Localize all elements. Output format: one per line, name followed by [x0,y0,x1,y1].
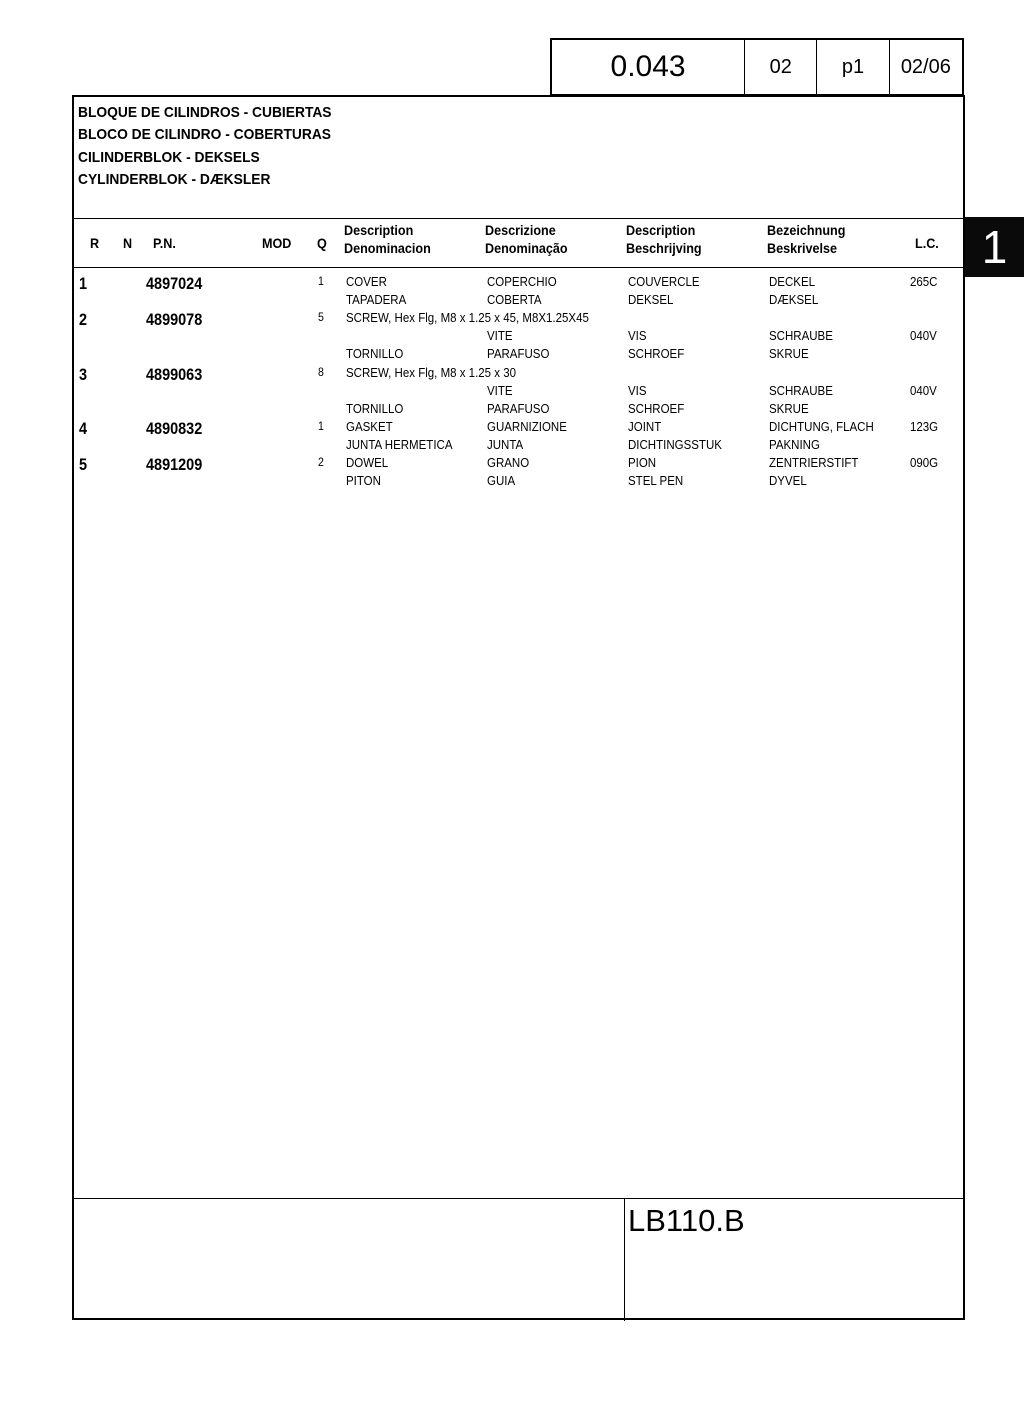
desc-pt: PARAFUSO [487,402,550,416]
desc-de: SCHRAUBE [769,329,833,343]
footer-code: LB110.B [628,1203,745,1238]
desc-spec: SCREW, Hex Flg, M8 x 1.25 x 45, M8X1.25X45 [346,311,589,325]
desc-es: TORNILLO [346,347,404,361]
desc-it: VITE [487,329,513,343]
desc-fr: JOINT [628,420,662,434]
title-pt: BLOCO DE CILINDRO - COBERTURAS [78,126,331,144]
desc-es: JUNTA HERMETICA [346,438,453,452]
title-block [78,102,354,191]
divider [74,218,963,219]
desc-de: DECKEL [769,275,816,289]
revision: 02 [745,40,817,94]
desc-it: GRANO [487,456,530,470]
desc-en: GASKET [346,420,393,434]
row-ref: 1 [79,274,88,293]
quantity: 1 [318,421,324,433]
title-es: BLOQUE DE CILINDROS - CUBIERTAS [78,104,332,121]
col-desc1-b: Denominacion [344,240,431,256]
row-ref: 3 [79,365,88,384]
desc-fr: COUVERCLE [628,275,700,289]
col-desc1-a: Description [344,222,414,238]
desc-pt: GUIA [487,474,516,488]
section-tab: 1 [965,217,1024,277]
part-number: 4890832 [146,419,203,438]
desc-nl: DICHTINGSSTUK [628,438,722,452]
title-da: CYLINDERBLOK - DÆKSLER [78,170,271,188]
desc-pt: COBERTA [487,293,542,307]
col-pn: P.N. [153,235,176,251]
desc-fr: VIS [628,384,647,398]
desc-de: ZENTRIERSTIFT [769,456,859,470]
quantity: 5 [318,312,324,324]
desc-da: SKRUE [769,347,809,361]
desc-es: PITON [346,474,381,488]
lc-code: 040V [910,384,937,398]
col-mod: MOD [262,235,292,251]
row-ref: 2 [79,310,88,329]
desc-it: COPERCHIO [487,275,557,289]
header-box [550,38,964,96]
desc-nl: SCHROEF [628,347,685,361]
col-desc4-b: Beskrivelse [767,240,838,256]
part-number: 4899078 [146,310,203,329]
divider [74,267,963,268]
desc-da: PAKNING [769,438,820,452]
part-number: 4899063 [146,365,203,384]
desc-fr: PION [628,456,657,470]
col-r: R [90,235,100,251]
part-number: 4897024 [146,274,203,293]
page-code: 0.043 [552,40,745,94]
desc-nl: DEKSEL [628,293,674,307]
desc-it: VITE [487,384,513,398]
desc-da: DÆKSEL [769,293,819,307]
desc-pt: PARAFUSO [487,347,550,361]
desc-da: DYVEL [769,474,807,488]
part-number: 4891209 [146,455,203,474]
desc-de: DICHTUNG, FLACH [769,420,874,434]
desc-en: COVER [346,275,387,289]
lc-code: 265C [910,275,938,289]
col-desc3-b: Beschrijving [626,240,702,256]
col-desc4-a: Bezeichnung [767,222,846,238]
quantity: 8 [318,367,324,379]
desc-es: TAPADERA [346,293,407,307]
desc-it: GUARNIZIONE [487,420,567,434]
col-n: N [123,235,133,251]
col-q: Q [317,235,327,251]
desc-fr: VIS [628,329,647,343]
quantity: 2 [318,457,324,469]
desc-da: SKRUE [769,402,809,416]
col-desc2-a: Descrizione [485,222,556,238]
desc-nl: SCHROEF [628,402,685,416]
desc-es: TORNILLO [346,402,404,416]
parts-frame [72,95,965,1320]
lc-code: 123G [910,420,939,434]
desc-en: DOWEL [346,456,389,470]
row-ref: 5 [79,455,88,474]
desc-nl: STEL PEN [628,474,684,488]
row-ref: 4 [79,419,88,438]
lc-code: 040V [910,329,937,343]
col-desc3-a: Description [626,222,696,238]
desc-spec: SCREW, Hex Flg, M8 x 1.25 x 30 [346,366,517,380]
title-nl: CILINDERBLOK - DEKSELS [78,148,260,166]
footer-separator [624,1199,625,1321]
date: 02/06 [900,55,951,78]
desc-de: SCHRAUBE [769,384,833,398]
footer-divider [74,1198,963,1199]
col-desc2-b: Denominação [485,240,568,256]
lc-code: 090G [910,456,939,470]
col-lc: L.C. [915,235,939,251]
desc-pt: JUNTA [487,438,524,452]
page-number: p1 [817,40,889,94]
quantity: 1 [318,276,324,288]
